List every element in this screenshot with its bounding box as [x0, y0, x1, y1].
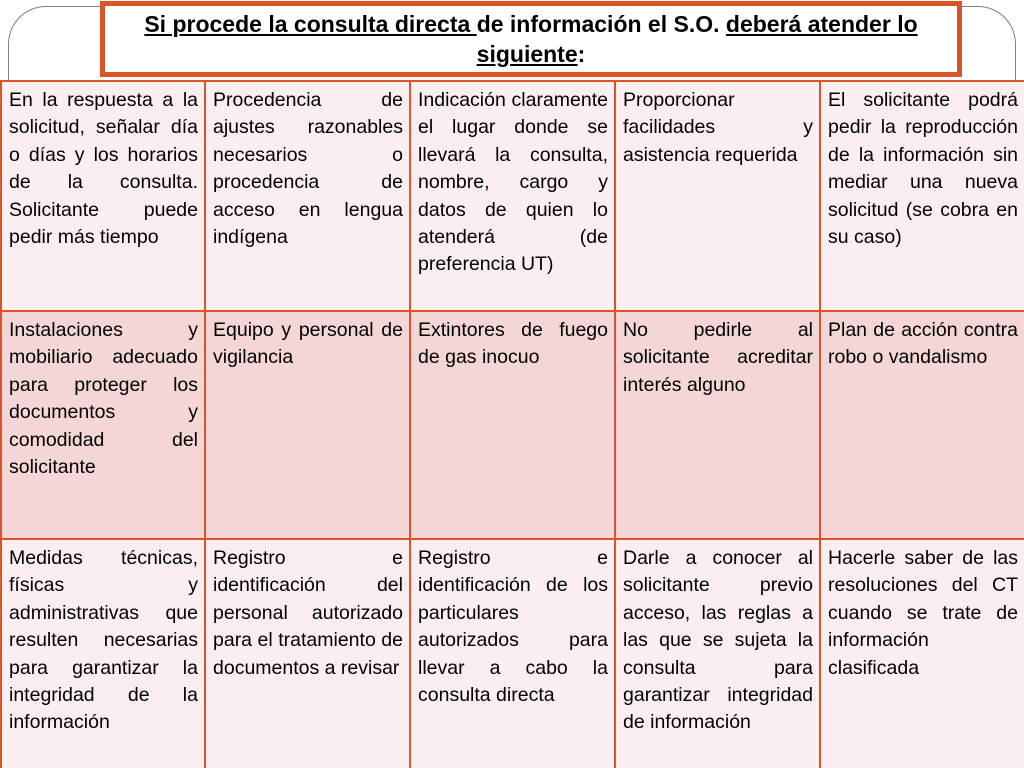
title-part-3: deberá atender lo siguiente — [476, 11, 918, 67]
table-cell: Extintores de fuego de gas inocuo — [410, 311, 615, 539]
table-cell: Equipo y personal de vigilancia — [205, 311, 410, 539]
table-cell: Instalaciones y mobiliario adecuado para proteger los documentos y comodidad del solicitante — [1, 311, 205, 539]
title-part-1: Si procede la consulta directa — [144, 11, 477, 37]
title-part-2: de información el S.O. — [476, 11, 726, 37]
table-cell: Registro e identificación de los particulares autorizados para llevar a cabo la consulta directa — [410, 539, 615, 768]
table-cell: El solicitante podrá pedir la reproducción de la información sin mediar una nueva solicitud (se cobra en su caso) — [820, 81, 1024, 311]
table-row — [1, 539, 1024, 768]
table-cell: Darle a conocer al solicitante previo acceso, las reglas a las que se sujeta la consulta para garantizar integridad de información — [615, 539, 820, 768]
table-cell: No pedirle al solicitante acreditar interés alguno — [615, 311, 820, 539]
table-cell: Proporcionar facilidades y asistencia requerida — [615, 81, 820, 311]
table-cell: Registro e identificación del personal autorizado para el tratamiento de documentos a revisar — [205, 539, 410, 768]
requirements-table — [0, 80, 1024, 768]
table-cell: Medidas técnicas, físicas y administrativas que resulten necesarias para garantizar la integridad de la información — [1, 539, 205, 768]
table-cell: Hacerle saber de las resoluciones del CT cuando se trate de información clasificada — [820, 539, 1024, 768]
page-title — [100, 1, 962, 77]
table-row — [1, 81, 1024, 311]
table-cell: Procedencia de ajustes razonables necesarios o procedencia de acceso en lengua indígena — [205, 81, 410, 311]
table-cell: Indicación claramente el lugar donde se llevará la consulta, nombre, cargo y datos de quien lo atenderá (de preferencia UT) — [410, 81, 615, 311]
table-cell: En la respuesta a la solicitud, señalar día o días y los horarios de la consulta. Solicitante puede pedir más tiempo — [1, 81, 205, 311]
title-part-4: : — [577, 41, 586, 67]
table-cell: Plan de acción contra robo o vandalismo — [820, 311, 1024, 539]
table-row — [1, 311, 1024, 539]
